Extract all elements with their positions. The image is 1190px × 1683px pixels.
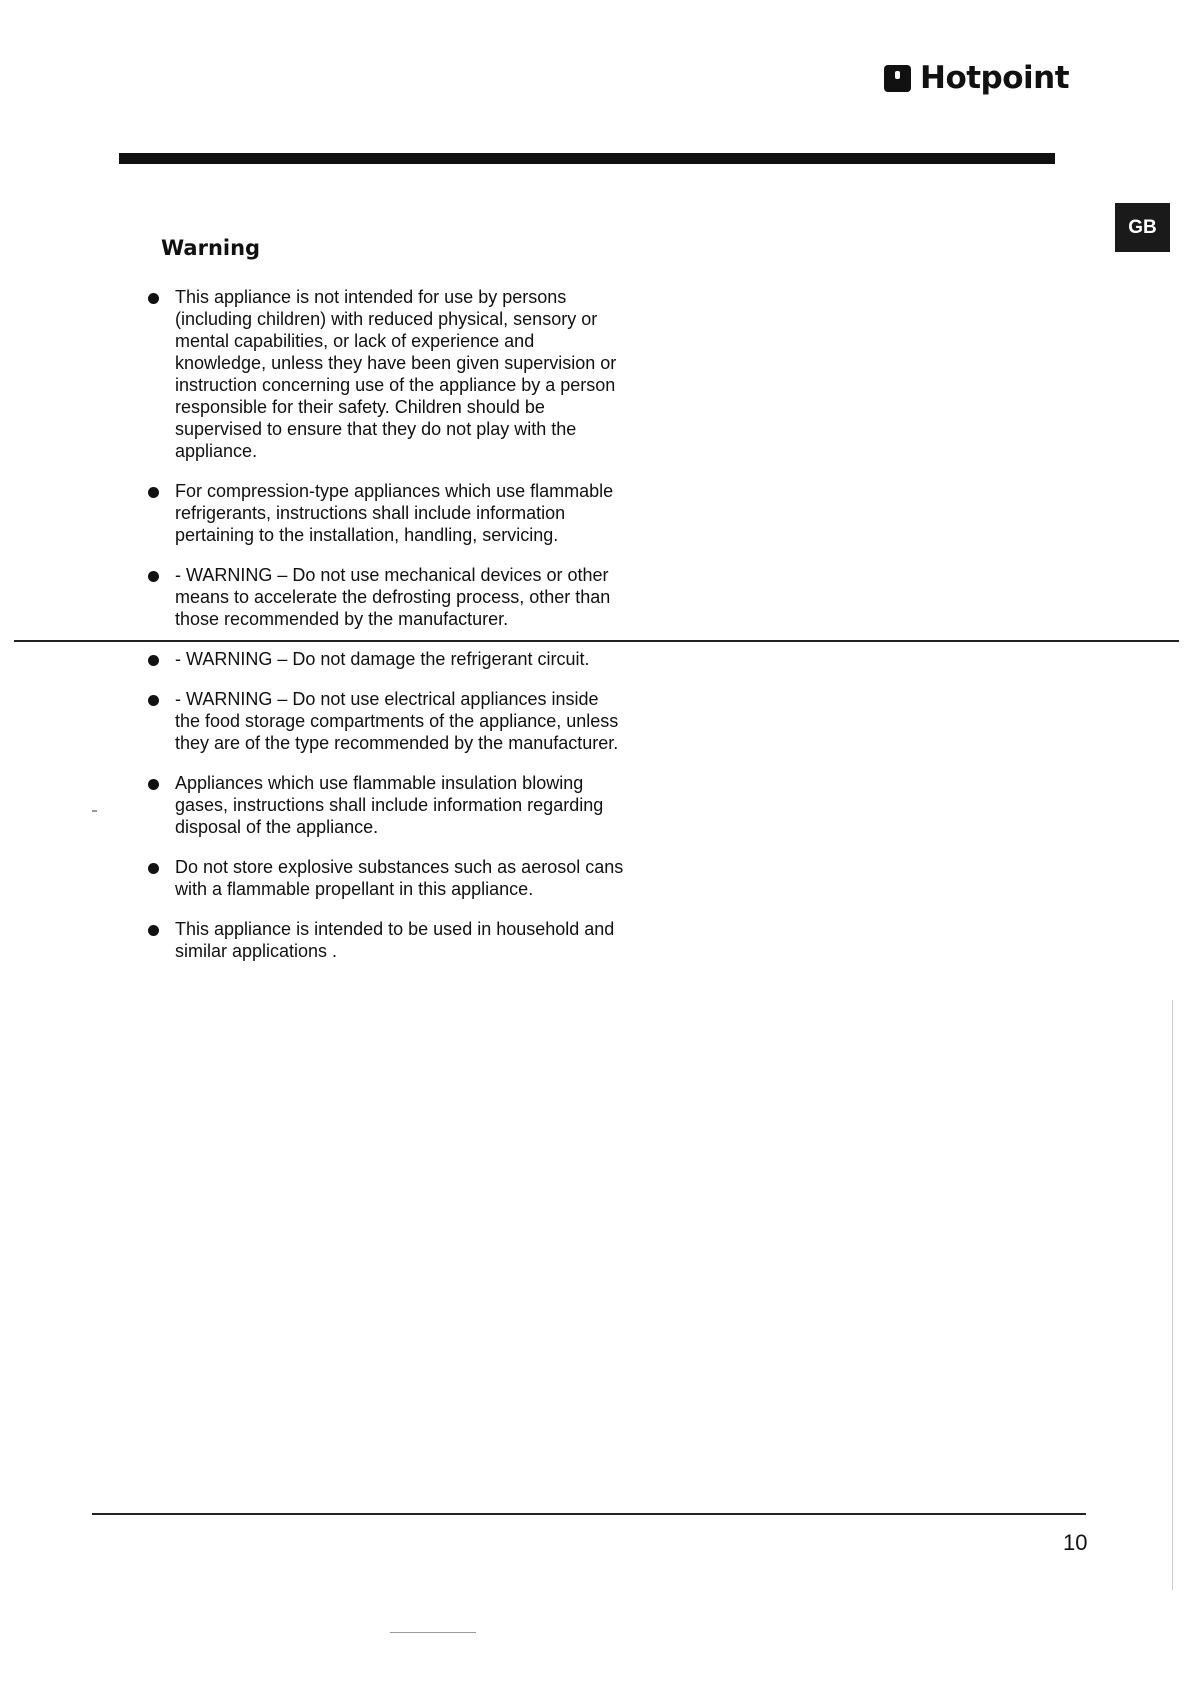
warning-list [148, 286, 638, 980]
scan-edge-line [1172, 1000, 1173, 1590]
bullet-icon [148, 863, 159, 874]
warning-text: This appliance is intended to be used in household and similar applications . [175, 919, 615, 961]
bullet-icon [148, 655, 159, 666]
warning-text: For compression-type appliances which use flammable refrigerants, instructions shall include information pertaining to the installation, handling, servicing. [175, 481, 614, 545]
list-item [148, 688, 638, 754]
list-item [148, 480, 638, 546]
bullet-icon [148, 695, 159, 706]
bullet-icon [148, 779, 159, 790]
section-title: Warning [161, 236, 261, 260]
bullet-icon [148, 293, 159, 304]
scan-fold-line [14, 640, 1179, 642]
bullet-icon [148, 925, 159, 936]
list-item [148, 648, 638, 670]
brand-logo [884, 58, 1069, 98]
list-item [148, 772, 638, 838]
scan-speck [92, 810, 97, 812]
hotpoint-logo-icon [884, 65, 911, 92]
warning-text: - WARNING – Do not use mechanical devices or other means to accelerate the defrosting process, other than those recommended by the manufacturer. [175, 565, 611, 629]
list-item [148, 564, 638, 630]
list-item [148, 286, 638, 462]
header-rule [119, 153, 1055, 164]
language-tab: GB [1115, 203, 1170, 252]
warning-text: - WARNING – Do not damage the refrigerant circuit. [175, 649, 590, 669]
bullet-icon [148, 571, 159, 582]
bullet-icon [148, 487, 159, 498]
warning-text: This appliance is not intended for use by persons (including children) with reduced physical, sensory or mental capabilities, or lack of experience and knowledge, unless they have been given supervision or instruction concerning use of the appliance by a person responsible for their safety. Children should be supervised to ensure that they do not play with the appliance. [175, 287, 617, 461]
page-number: 10 [1063, 1530, 1088, 1555]
list-item [148, 918, 638, 962]
brand-name: Hotpoint [920, 60, 1070, 96]
warning-text: - WARNING – Do not use electrical appliances inside the food storage compartments of the appliance, unless they are of the type recommended by the manufacturer. [175, 689, 619, 753]
scan-speck [390, 1632, 476, 1633]
warning-text: Appliances which use flammable insulation blowing gases, instructions shall include information regarding disposal of the appliance. [175, 773, 604, 837]
footer-rule [92, 1513, 1086, 1515]
list-item [148, 856, 638, 900]
warning-text: Do not store explosive substances such as aerosol cans with a flammable propellant in this appliance. [175, 857, 624, 899]
